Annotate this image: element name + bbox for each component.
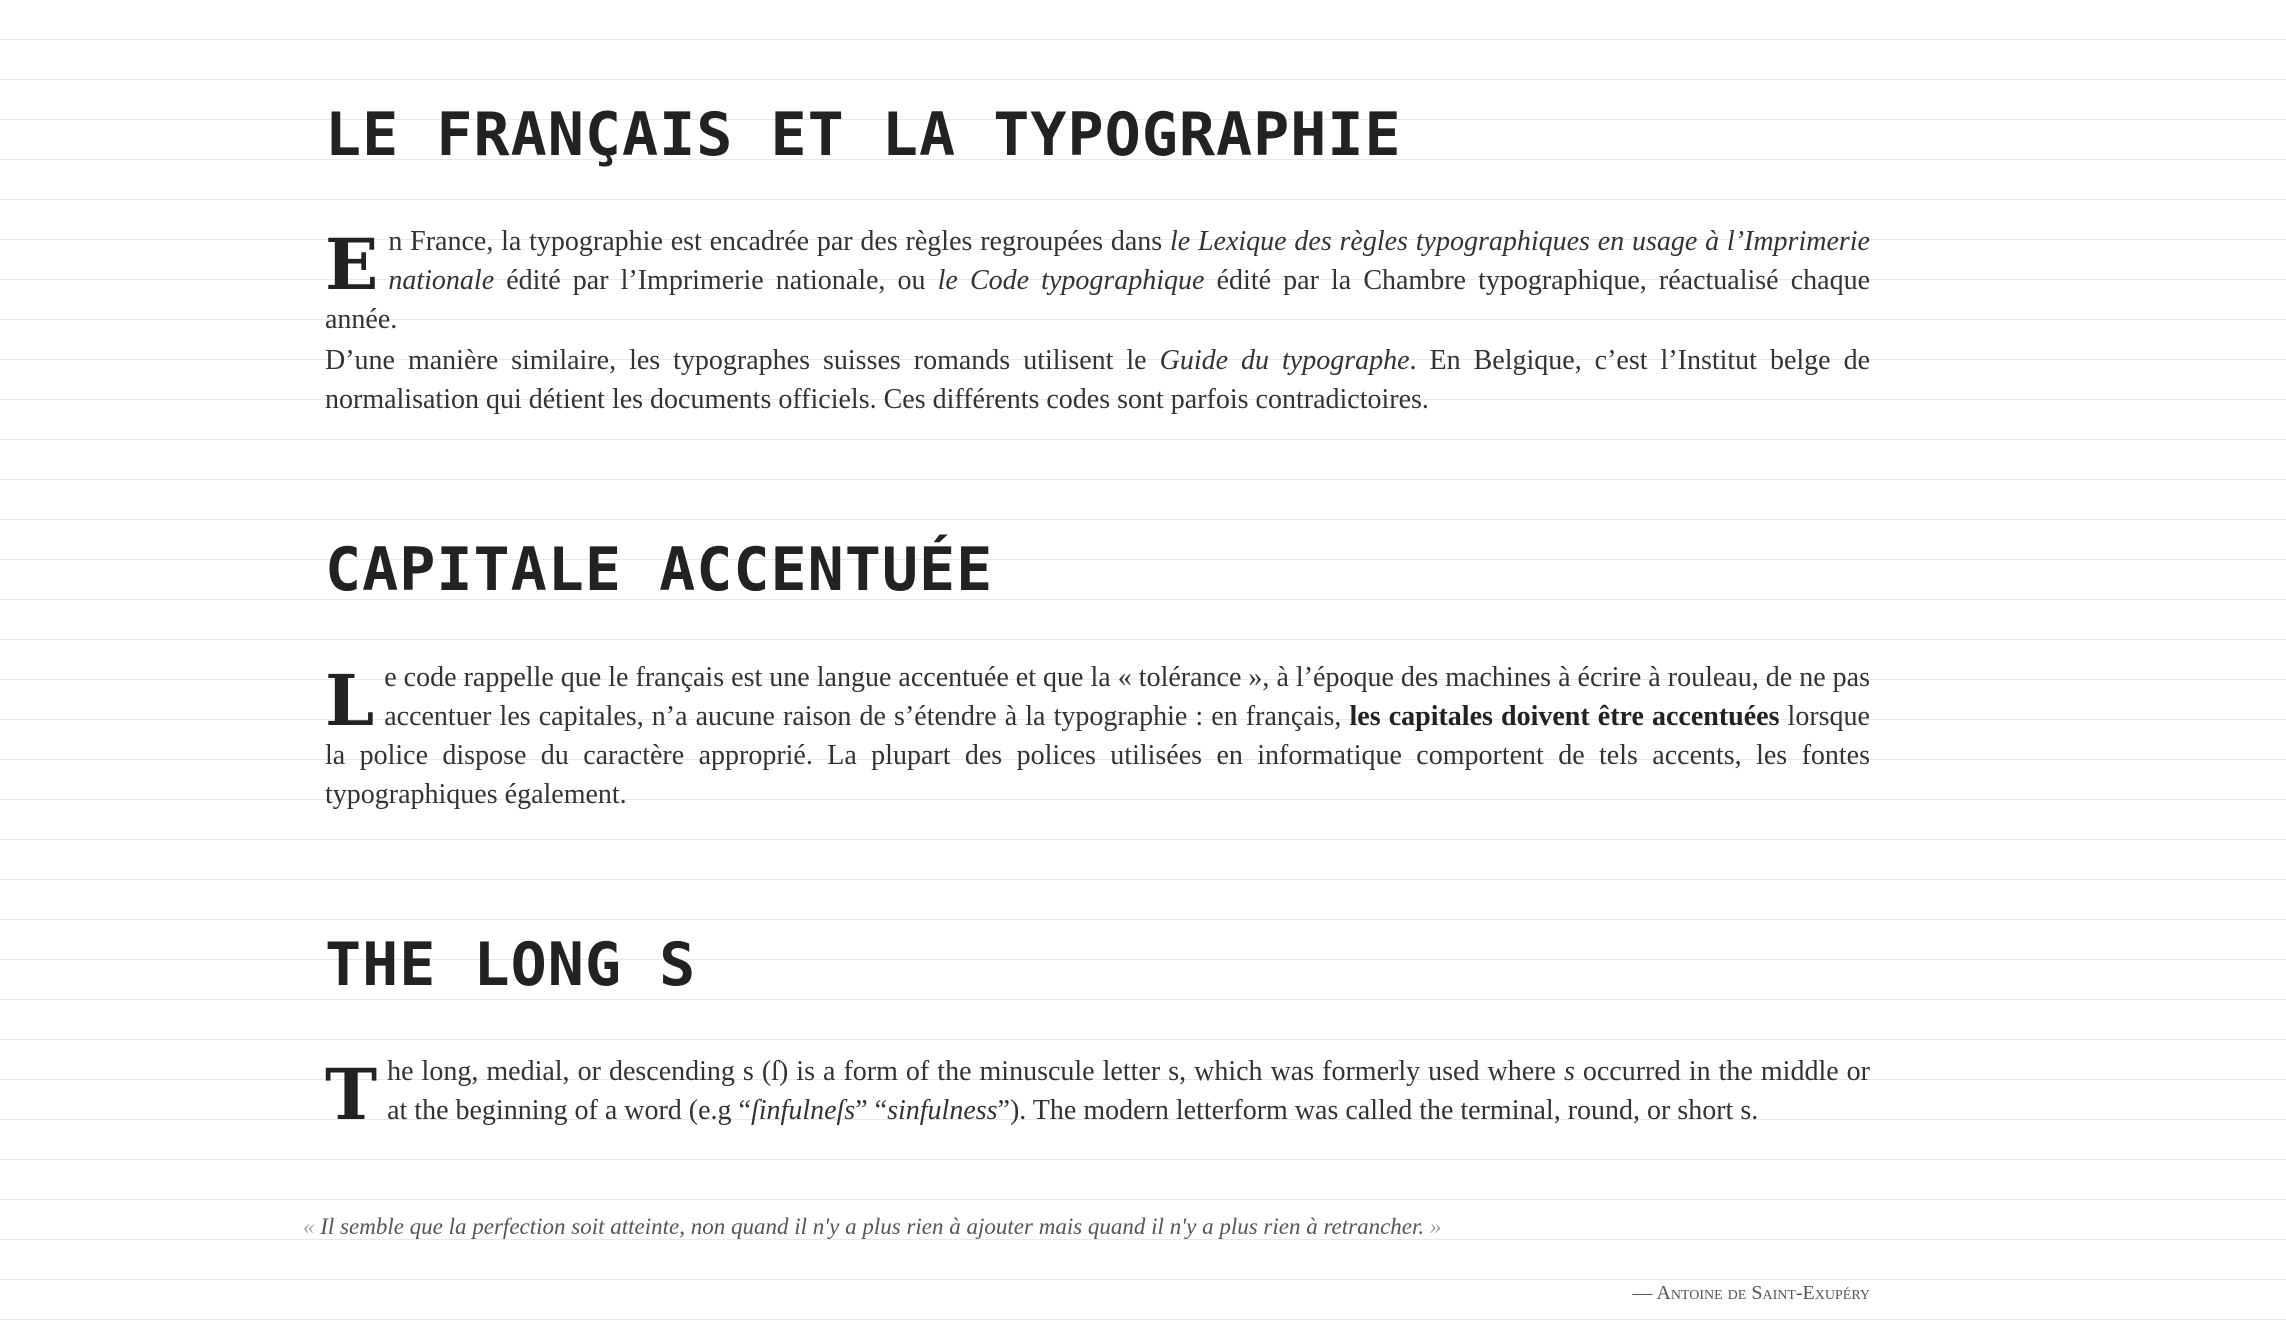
text-run: . En Belgique, c’est l’Institut belge de normalisation qui détient les documents officiels. Ces différents codes sont parfois contradictoires. [325,345,1870,415]
italic-text: s [1563,1056,1575,1087]
italic-text: ſinfulneſs [750,1095,856,1126]
paragraph-code [325,658,1870,814]
drop-cap: E [325,223,379,306]
section-heading-long-s: THE LONG S [325,930,697,1000]
italic-text: le Lexique des règles typographiques en usage à l’Imprimerie nationale [388,226,1870,296]
text-run: ” “ [855,1095,888,1126]
text-run: D’une manière similaire, les typographes suisses romands utilisent le [325,345,1160,376]
bold-text: les capitales doivent être accentuées [1349,701,1780,732]
text-run: n France, la typographie est encadrée par des règles regroupées dans [388,226,1170,257]
text-run: édité par l’Imprimerie nationale, ou [494,265,938,296]
section-heading-francais: LE FRANÇAIS ET LA TYPOGRAPHIE [325,100,1402,170]
text-run: ”). The modern letterform was called the terminal, round, or short s. [997,1095,1759,1126]
paragraph-france [325,222,1870,339]
epigraph-quote [303,1214,1441,1240]
quote-attribution: — Antoine de Saint-Exupéry [1632,1282,1870,1304]
text-run: he long, medial, or descending s (ſ) is a form of the minuscule letter s, which was formerly used where [387,1056,1564,1087]
text-run: occurred in the middle or at the beginning of a word (e.g “ [387,1056,1871,1126]
paragraph-suisse [325,341,1870,419]
text-run: lorsque la police dispose du caractère approprié. La plupart des polices utilisées en informatique comportent de tels accents, les fontes typographiques également. [325,701,1870,810]
italic-text: le Code typographique [937,265,1205,296]
paragraph-long-s [325,1052,1871,1136]
section-heading-capitale: CAPITALE ACCENTUÉE [325,535,994,605]
text-run: e code rappelle que le français est une langue accentuée et que la « tolérance », à l’époque des machines à écrire à rouleau, de ne pas accentuer les capitales, n’a aucune raison de s’étendre à la typographie : en français, [384,662,1870,732]
quote-close-mark: » [1429,1214,1442,1239]
drop-cap: L [325,659,375,742]
text-run: édité par la Chambre typographique, réactualisé chaque année. [325,265,1871,335]
quote-text: Il semble que la perfection soit atteinte, non quand il n'y a plus rien à ajouter mais quand il n'y a plus rien à retrancher. [314,1214,1430,1239]
italic-text: Guide du typographe [1159,345,1410,376]
drop-cap: T [325,1053,378,1136]
italic-text: sinfulness [887,1095,998,1126]
quote-open-mark: « [303,1214,315,1239]
